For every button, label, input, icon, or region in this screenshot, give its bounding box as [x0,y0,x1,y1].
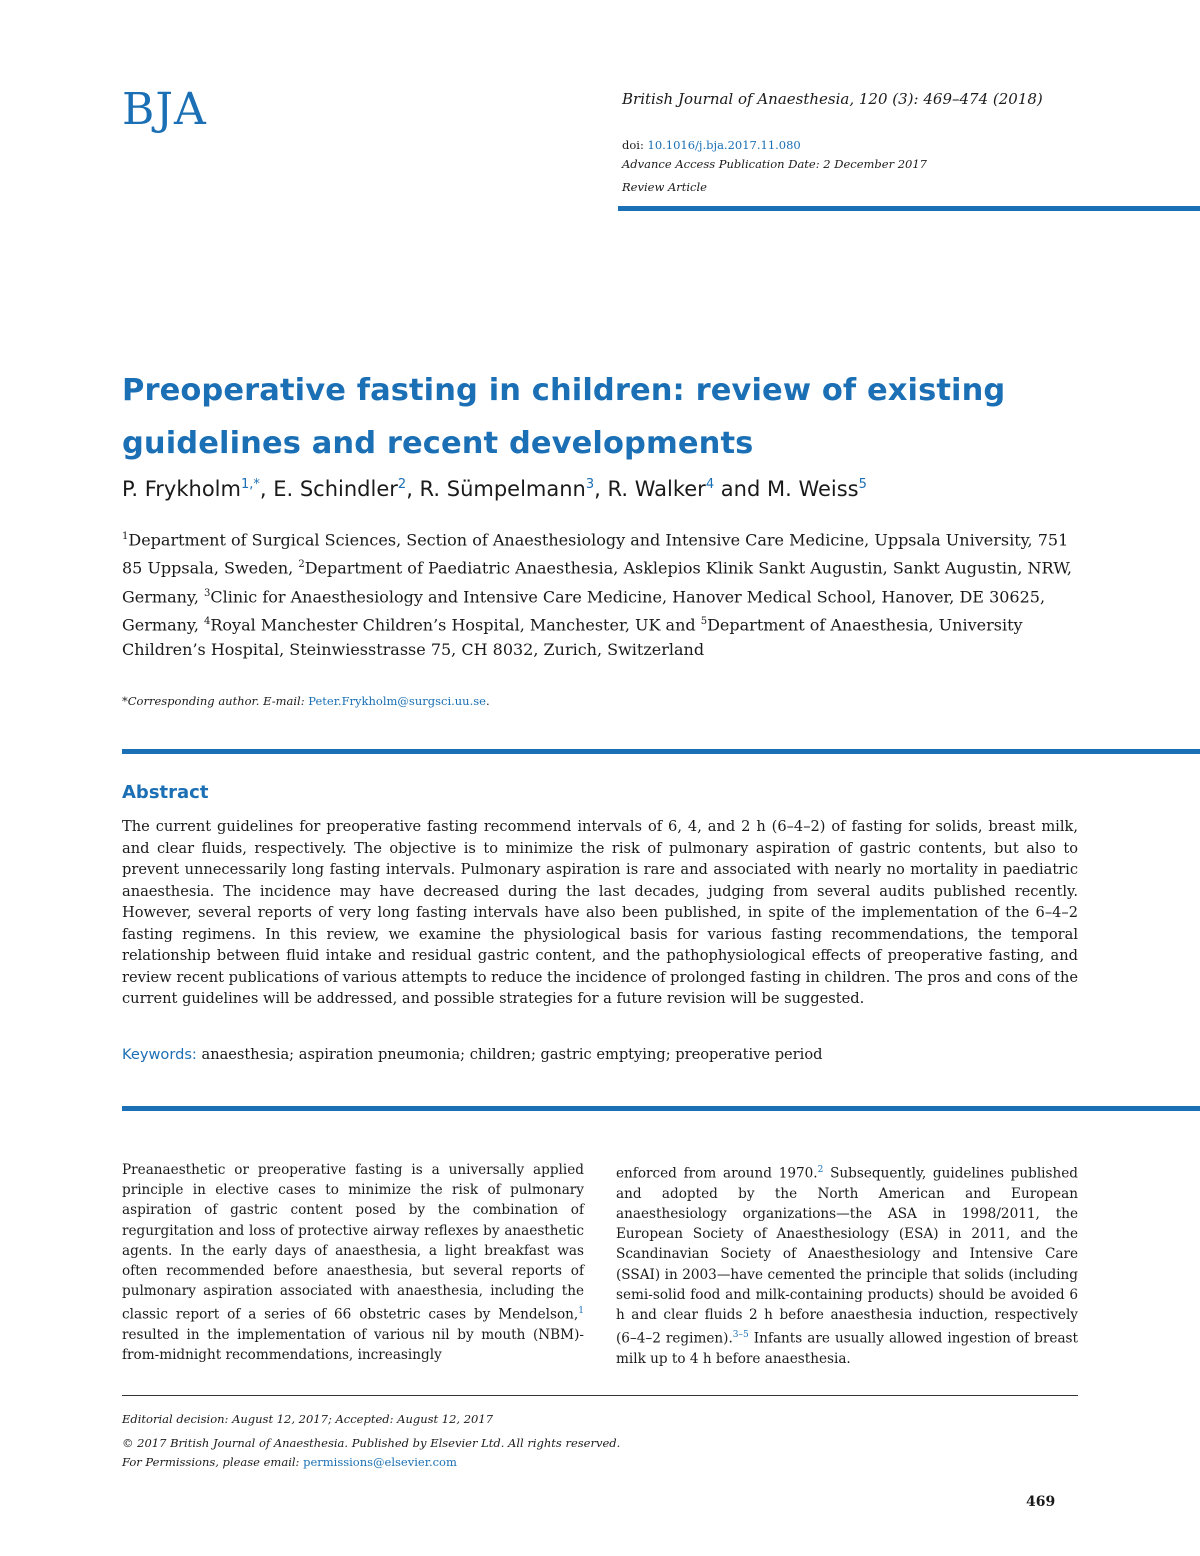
author-affiliation-ref: 4 [705,477,715,492]
corresponding-email-link[interactable]: Peter.Frykholm@surgsci.uu.se [308,694,486,708]
footer-divider [122,1395,1078,1396]
author-name: R. Sümpelmann [419,477,586,501]
author-name: E. Schindler [273,477,398,501]
body-column-left [122,1160,584,1366]
affiliations [122,524,1082,662]
author-affiliation-ref: 3 [585,477,595,492]
journal-logo: BJA [122,84,207,135]
affiliation-marker: 3 [204,587,211,599]
page-number: 469 [1026,1494,1056,1510]
author-list: P. Frykholm$^{1,*}$, E. Schindler$^2$, R. Sümpelmann$^3$, R. Walker$^4$ and M. Weiss$^5$ [122,477,867,501]
affiliation-text: Department of Surgical Sciences, Section of Anaesthesiology and Intensive Care Medicine, Uppsala University, 751 85 Uppsala, Sweden, [122,530,1069,578]
author-affiliation-ref: 2 [397,477,407,492]
citation-ref[interactable]: 2 [817,1165,824,1175]
corresponding-end: . [485,694,490,708]
citation-ref[interactable]: 3–5 [732,1330,749,1341]
corresponding-author [122,694,490,708]
affiliation-text: Department of Anaesthesia, University Children’s Hospital, Steinwiesstrasse 75, CH 8032, Zurich, Switzerland [122,615,1023,660]
affiliation-marker: 2 [298,559,305,571]
abstract-top-divider [122,749,1200,754]
corresponding-label: *Corresponding author. E-mail: [122,694,309,708]
affiliation-text: Clinic for Anaesthesiology and Intensive Care Medicine, Hanover Medical School, Hanover, DE 30625, Germany, [122,586,1046,635]
citation-ref[interactable]: 1 [578,1306,584,1317]
permissions-label: For Permissions, please email: [122,1455,304,1469]
body-column-right [616,1160,1078,1369]
abstract-text: The current guidelines for preoperative fasting recommend intervals of 6, 4, and 2 h (6–4–2) of fasting for solids, breast milk, and clear fluids, respectively. The objective is to minimize the risk of pulmonary aspiration of gastric contents, but also to prevent unnecessarily long fasting intervals. Pulmonary aspiration is rare and associated with nearly no mortality in paediatric anaesthesia. The incidence may have decreased during the last decades, judging from several audits published recently. However, several reports of very long fasting intervals have also been published, in spite of the implementation of the 6–4–2 fasting regimens. In this review, we examine the physiological basis for various fasting recommendations, the temporal relationship between fluid intake and residual gastric content, and the pathophysiological effects of preoperative fasting, and review recent publications of various attempts to reduce the incidence of prolonged fasting in children. The pros and cons of the current guidelines will be addressed, and possible strategies for a future revision will be suggested. [122,818,1078,1007]
body-text: resulted in the implementation of various nil by mouth (NBM)-from-midnight recommendations, increasingly [122,1327,584,1364]
author-name: P. Frykholm [122,477,241,501]
doi-line [622,138,801,152]
body-text: Infants are usually allowed ingestion of breast milk up to 4 h before anaesthesia. [616,1330,1078,1367]
author-affiliation-ref: 5 [858,477,867,492]
author-name: M. Weiss [766,477,859,501]
copyright: © 2017 British Journal of Anaesthesia. Published by Elsevier Ltd. All rights reserved. [122,1436,621,1450]
journal-reference: British Journal of Anaesthesia, 120 (3): 469–474 (2018) [622,90,1043,108]
doi-label: doi: [622,138,648,152]
keywords-label: Keywords: [122,1046,197,1063]
affiliation-marker: 4 [204,615,211,627]
affiliation-marker: 1 [122,531,129,542]
article-title: Preoperative fasting in children: review of existing guidelines and recent developments [122,373,1006,461]
authors-conjunction: and [720,477,761,501]
abstract-bottom-divider [122,1106,1200,1111]
body-text: enforced from around 1970. [616,1165,818,1182]
keywords-text: anaesthesia; aspiration pneumonia; children; gastric emptying; preoperative period [196,1046,823,1063]
permissions [122,1455,457,1469]
header-divider [618,206,1200,211]
author-name: R. Walker [607,477,706,501]
article-type: Review Article [622,180,707,194]
doi-link[interactable]: 10.1016/j.bja.2017.11.080 [647,138,801,152]
body-text: Preanaesthetic or preoperative fasting is a universally applied principle in elective cases to minimize the risk of pulmonary aspiration of gastric content posed by the combination of regurgitation and loss of protective airway reflexes by anaesthetic agents. In the early days of anaesthesia, a light breakfast was often recommended before anaesthesia, but several reports of pulmonary aspiration associated with anaesthesia, including the classic report of a series of 66 obstetric cases by Mendelson, [122,1162,584,1323]
affiliation-text: Royal Manchester Children’s Hospital, Manchester, UK and [210,615,701,635]
body-text: Subsequently, guidelines published and adopted by the North American and European anaesthesiology organizations—the ASA in 1998/2011, the European Society of Anaesthesiology (ESA) in 2011, and the Scandinavian Society of Anaesthesiology and Intensive Care (SSAI) in 2003—have cemented the principle that solids (including semi-solid food and milk-containing products) should be avoided 6 h and clear fluids 2 h before anaesthesia induction, respectively (6–4–2 regimen). [616,1165,1078,1347]
keywords [122,1046,822,1063]
abstract-heading: Abstract [122,782,209,803]
editorial-decision: Editorial decision: August 12, 2017; Accepted: August 12, 2017 [122,1412,494,1426]
author-affiliation-ref: 1,* [240,477,260,492]
permissions-email-link[interactable]: permissions@elsevier.com [303,1455,457,1469]
advance-access-date: Advance Access Publication Date: 2 December 2017 [622,157,927,171]
affiliation-text: Department of Paediatric Anaesthesia, Asklepios Klinik Sankt Augustin, Sankt Augustin, NRW, Germany, [122,558,1072,606]
affiliation-marker: 5 [700,615,708,627]
